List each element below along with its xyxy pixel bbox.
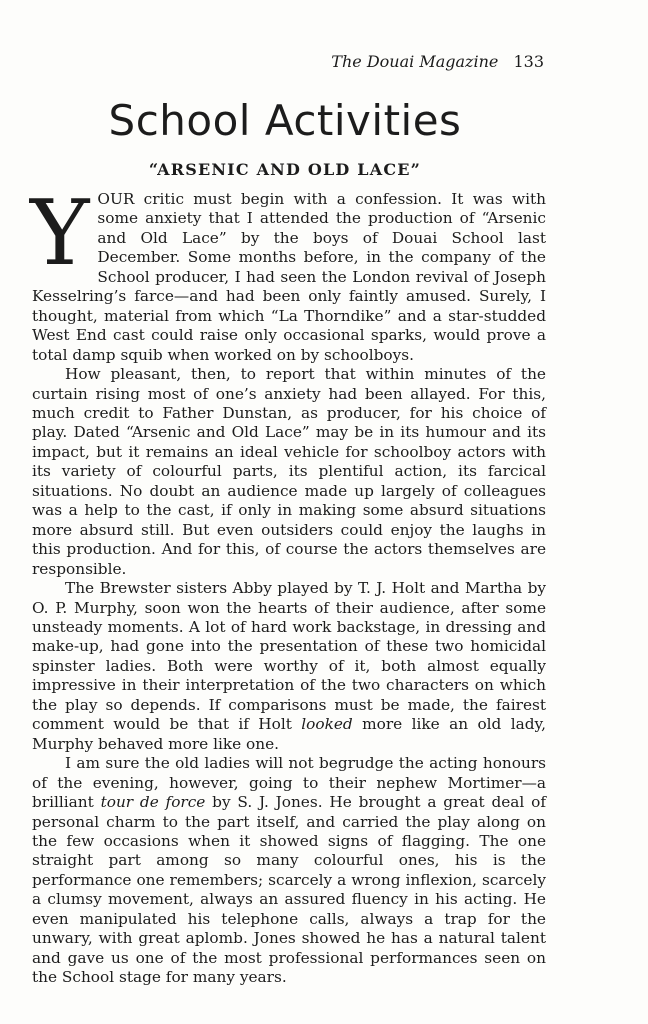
article-body	[30, 181, 547, 988]
paragraph-4	[32, 754, 546, 987]
page-title: School Activities	[108, 96, 462, 145]
paragraph-3-text-a: The Brewster sisters Abby played by T. J. Holt and Martha by O. P. Murphy, soon won the hearts of their audience, after some unsteady moments. A lot of hard work backstage, in dressing and make-up, had gone into the presentation of these two homicidal spinster ladies. Both were worthy of it, both almost equally impressive in their interpretation of the two characters on which the play so depends. If comparisons must be made, the fairest comment would be that if Holt	[32, 579, 546, 734]
paragraph-4-text-a: I am sure the old ladies will not begrudge the acting honours of the evening, however, going to their nephew Mortimer—a brilliant	[32, 754, 546, 812]
article-subtitle: “ARSENIC AND OLD LACE”	[148, 160, 422, 179]
page-number: 133	[513, 52, 544, 71]
paragraph-1	[30, 181, 546, 365]
magazine-name: The Douai Magazine	[331, 52, 499, 71]
drop-cap: Y	[30, 181, 90, 286]
paragraph-1-text: OUR critic must begin with a confession. It was with some anxiety that I attended the production of “Arsenic and Old Lace” by the boys of Douai School last December. Some months before, in the company of the School producer, I had seen the London revival of Joseph Kesselring’s farce—and had been only faintly amused. Surely, I thought, material from which “La Thorndike” and a star-studded West End cast could raise only occasional sparks, would prove a total damp squib when worked on by schoolboys.	[32, 190, 546, 364]
paragraph-2: How pleasant, then, to report that within minutes of the curtain rising most of one’s anxiety had been allayed. For this, much credit to Father Dunstan, as producer, for his choice of play. Dated “Arsenic and Old Lace” may be in its humour and its impact, but it remains an ideal vehicle for schoolboy actors with its variety of colourful parts, its plentiful action, its farcical situations. No doubt an audience made up largely of colleagues was a help to the cast, if only in making some absurd situations more absurd still. But even outsiders could enjoy the laughs in this production. And for this, of course the actors themselves are responsible.	[32, 365, 546, 578]
paragraph-3	[32, 579, 546, 754]
paragraph-3-text-b: more like an old lady, Murphy behaved more like one.	[32, 715, 547, 753]
paragraph-3-emphasis: looked	[301, 715, 353, 734]
paragraph-4-emphasis: tour de force	[100, 793, 206, 812]
paragraph-4-text-b: by S. J. Jones. He brought a great deal of personal charm to the part itself, and carried the play along on the few occasions when it showed signs of flagging. The one straight part among so many colourful ones, his is the performance one remembers; scarcely a wrong inflexion, scarcely a clumsy movement, always an assured fluency in his acting. He even manipulated his telephone calls, always a trap for the unwary, with great aplomb. Jones showed he has a natural talent and gave us one of the most professional performances seen on the School stage for many years.	[32, 793, 546, 987]
running-header	[331, 52, 544, 71]
